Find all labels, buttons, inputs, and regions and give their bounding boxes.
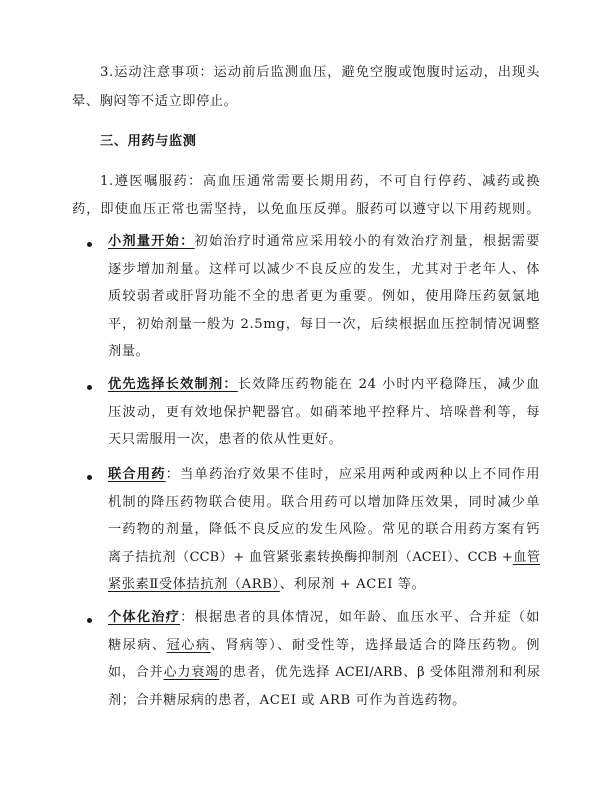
bullet-4-text: 、肾病等）、耐受性等，选择最适合的降压药物。例 (210, 638, 540, 653)
bullet-3-text: 、利尿剂 + ACEI 等。 (279, 577, 426, 592)
bullet-4-text: 的患者，优先选择 ACEI/ARB、β 受体阻滞剂和利尿 (219, 665, 540, 680)
bullet-1-line-4: 平，初始剂量一般为 2.5mg，每日一次，后续根据血压控制情况调整 (108, 317, 540, 332)
bullet-1-term: 小剂量开始： (108, 234, 195, 249)
bullet-icon (87, 475, 92, 480)
bullet-4-text: 糖尿病、 (108, 638, 167, 653)
link-arb-cont[interactable]: 紧张素Ⅱ受体拮抗剂（ARB） (108, 577, 280, 592)
bullet-3-line-5 (108, 575, 540, 595)
bullet-1-line-1 (108, 232, 540, 252)
bullet-1-text: 初始治疗时通常应采用较小的有效治疗剂量，根据需要 (194, 234, 540, 249)
section-heading: 三、用药与监测 (100, 134, 197, 149)
bullet-3-line-1 (108, 465, 540, 485)
bullet-1-line-3: 质较弱者或肝肾功能不全的患者更为重要。例如，使用降压药氨氯地 (108, 289, 540, 304)
bullet-3-line-2: 机制的降压药物联合使用。联合用药可以增加降压效果，同时减少单 (108, 495, 540, 510)
paragraph-exercise-notes-line-1: 3.运动注意事项：运动前后监测血压，避免空腹或饱腹时运动，出现头 (100, 65, 540, 80)
link-arb[interactable]: 血管 (512, 550, 540, 565)
paragraph-exercise-notes-line-2: 晕、胸闷等不适立即停止。 (72, 94, 238, 109)
bullet-4-text: ：根据患者的具体情况，如年龄、血压水平、合并症（如 (180, 610, 541, 625)
link-coronary-heart-disease[interactable]: 冠心病 (166, 638, 211, 653)
bullet-4-line-1 (108, 608, 540, 628)
bullet-4-line-2 (108, 636, 540, 656)
bullet-3-text: 离子拮抗剂（CCB）+ 血管紧张素转换酶抑制剂（ACEI）、CCB + (108, 550, 513, 565)
bullet-2-text: 长效降压药物能在 24 小时内平稳降压，减少血 (237, 377, 540, 392)
bullet-1-line-5: 剂量。 (108, 344, 150, 359)
bullet-4-line-4: 剂；合并糖尿病的患者，ACEI 或 ARB 可作为首选药物。 (108, 693, 466, 708)
paragraph-medication-line-1: 1.遵医嘱服药：高血压通常需要长期用药，不可自行停药、减药或换 (100, 174, 540, 189)
bullet-3-term: 联合用药 (108, 467, 166, 482)
bullet-icon (87, 385, 92, 390)
bullet-icon (87, 242, 92, 247)
bullet-4-term: 个体化治疗 (108, 610, 181, 625)
bullet-3-line-3: 一药物的剂量，降低不良反应的发生风险。常见的联合用药方案有钙 (108, 522, 540, 537)
bullet-2-line-2: 压波动，更有效地保护靶器官。如硝苯地平控释片、培哚普利等，每 (108, 405, 540, 420)
bullet-2-line-3: 天只需服用一次，患者的依从性更好。 (108, 432, 343, 447)
bullet-3-text: ：当单药治疗效果不佳时，应采用两种或两种以上不同作用 (165, 467, 540, 482)
bullet-4-line-3 (108, 663, 540, 683)
bullet-2-line-1 (108, 375, 540, 395)
bullet-1-line-2: 逐步增加剂量。这样可以减少不良反应的发生，尤其对于老年人、体 (108, 262, 540, 277)
bullet-icon (87, 618, 92, 623)
paragraph-medication-line-2: 药，即使血压正常也需坚持，以免血压反弹。服药可以遵守以下用药规则。 (72, 202, 540, 217)
link-heart-failure[interactable]: 心力衰竭 (163, 665, 220, 680)
bullet-3-line-4 (108, 548, 540, 568)
bullet-4-text: 如，合并 (108, 665, 164, 680)
bullet-2-term: 优先选择长效制剂： (108, 377, 238, 392)
